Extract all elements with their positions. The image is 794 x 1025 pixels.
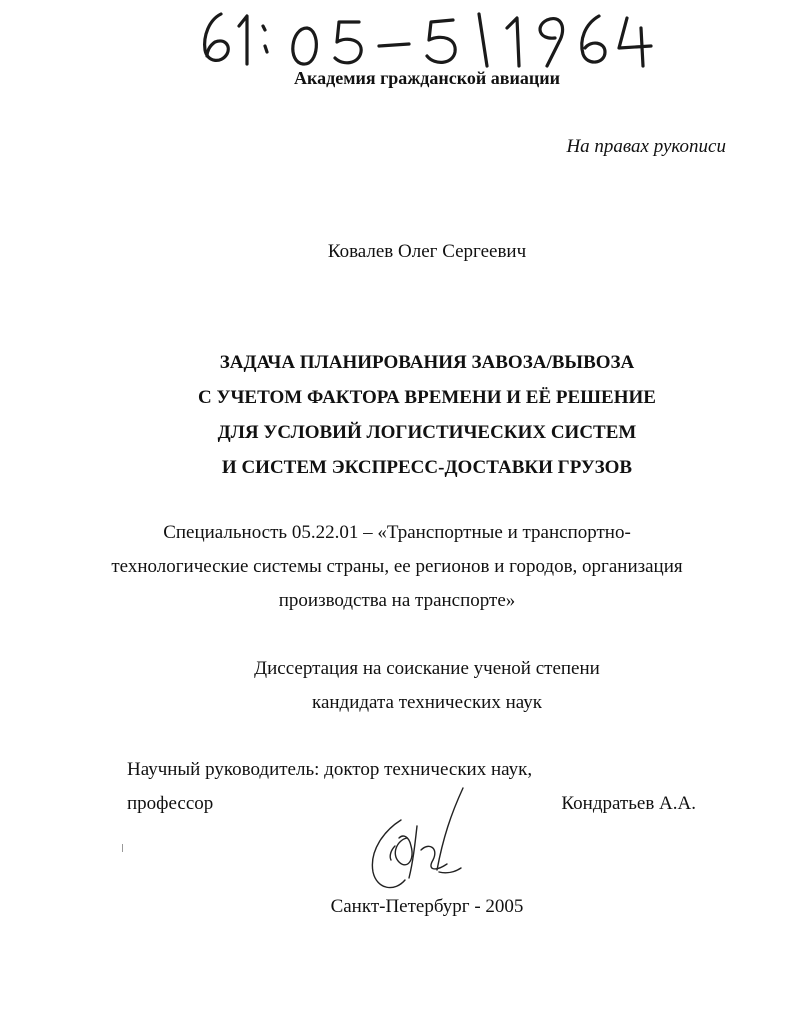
manuscript-rights-note: На правах рукописи — [566, 136, 726, 157]
supervisor-rank: профессор — [127, 793, 214, 814]
title-line: ЗАДАЧА ПЛАНИРОВАНИЯ ЗАВОЗА/ВЫВОЗА — [219, 352, 635, 373]
title-line: ДЛЯ УСЛОВИЙ ЛОГИСТИЧЕСКИХ СИСТЕМ — [217, 422, 637, 443]
signature-icon — [355, 780, 485, 900]
specialty-line: Специальность 05.22.01 – «Транспортные и транспортно- — [163, 522, 631, 543]
supervisor-title-line: Научный руководитель: доктор технических наук, — [127, 759, 533, 780]
dissertation-title — [30, 345, 794, 485]
author-name: Ковалев Олег Сергеевич — [327, 241, 527, 262]
institution-name: Академия гражданской авиации — [294, 68, 560, 88]
city-year: Санкт-Петербург - 2005 — [330, 896, 524, 917]
handwritten-archive-number — [195, 6, 655, 70]
degree-line: кандидата технических наук — [312, 692, 542, 713]
supervisor-name: Кондратьев А.А. — [561, 793, 696, 814]
specialty-line: производства на транспорте» — [278, 590, 516, 611]
title-line: И СИСТЕМ ЭКСПРЕСС-ДОСТАВКИ ГРУЗОВ — [221, 457, 633, 478]
specialty-description — [0, 516, 794, 618]
scan-mark — [122, 844, 123, 852]
degree-statement — [30, 652, 794, 720]
degree-line: Диссертация на соискание ученой степени — [254, 658, 600, 679]
specialty-line: технологические системы страны, ее регионов и городов, организация — [111, 556, 683, 577]
title-line: С УЧЕТОМ ФАКТОРА ВРЕМЕНИ И ЕЁ РЕШЕНИЕ — [198, 387, 656, 408]
